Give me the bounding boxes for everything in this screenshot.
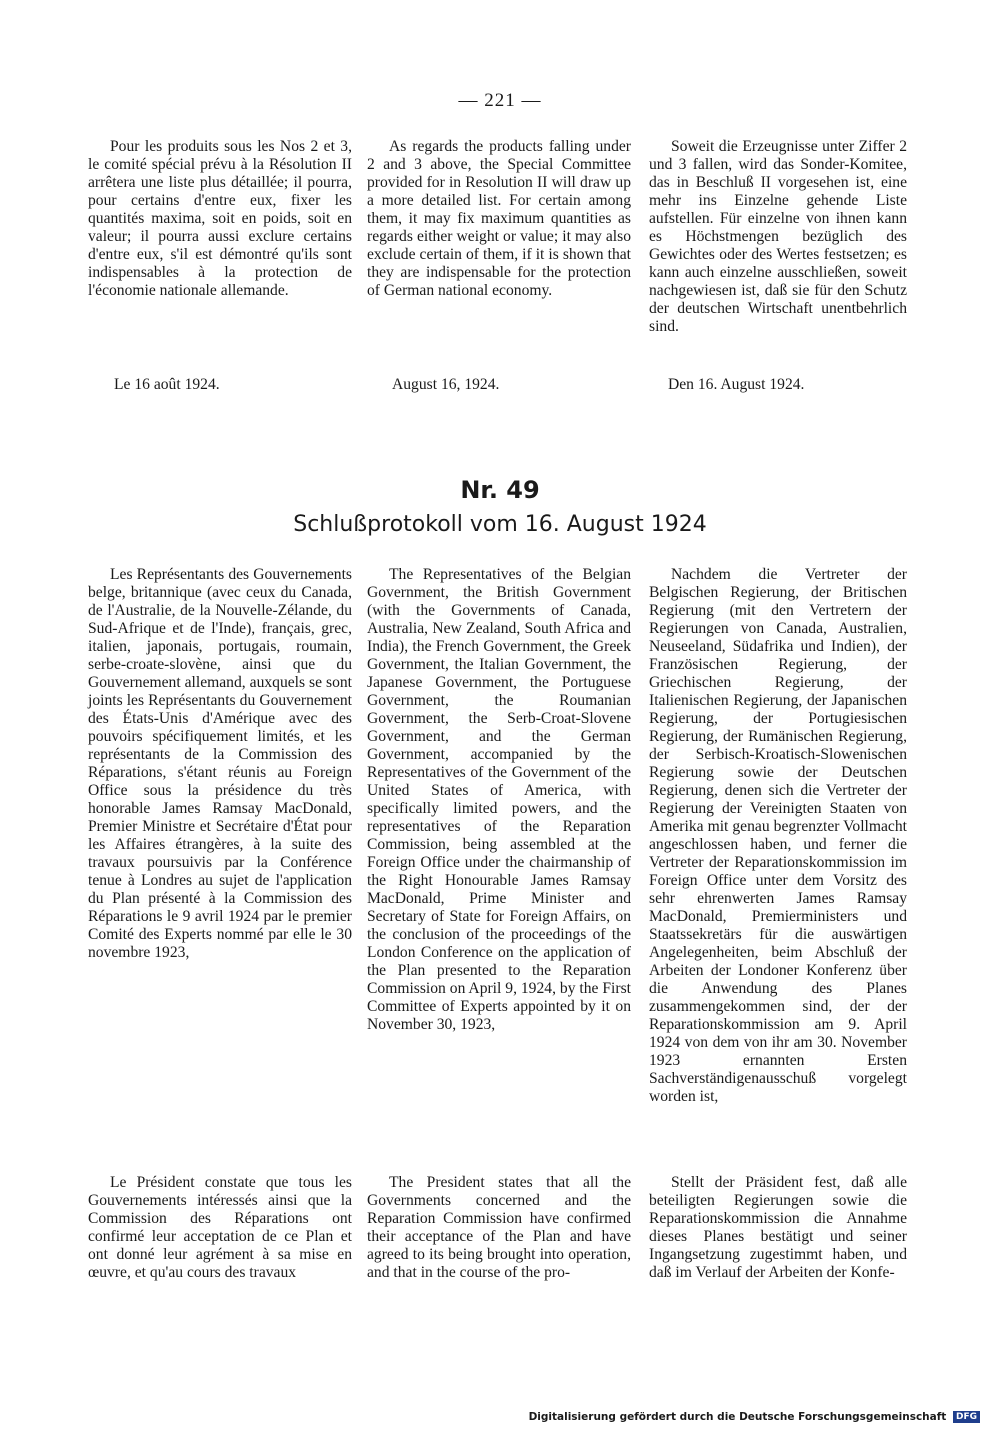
footer-text: Digitalisierung gefördert durch die Deutsche Forschungsgemeinschaft [528, 1411, 947, 1423]
top-text-german: Soweit die Erzeugnisse unter Ziffer 2 und 3 fallen, wird das Sonder-Komitee, das in Beschluß II vorgesehen ist, eine mehr ins Einzelne gehende Liste aufstellen. Für einzelne von ihnen kann es Höchstmengen bezüglich des Gewichtes oder des Wertes festsetzen; es kann auch einzelne ausschließen, soweit nachgewiesen ist, daß sie für den Schutz der deutschen Wirtschaft unentbehrlich sind. [649, 138, 907, 335]
para1-english: The Representatives of the Belgian Government, the British Government (with the Governments of Canada, Australia, New Zealand, South Africa and India), the French Government, the Greek Government, the Italian Government, the Japanese Government, the Portuguese Government, the Roumanian Government, the Serb-Croat-Slovene Government, and the German Government, accompanied by the Representatives of the Government of the United States of America, with specifically limited powers, and the representatives of the Reparation Commission, being assembled at the Foreign Office under the chairmanship of the Right Honourable James Ramsay MacDonald, Prime Minister and Secretary of State for Foreign Affairs, on the conclusion of the proceedings of the London Conference on the application of the Plan presented to the Reparation Commission on April 9, 1924, by the First Committee of Experts appointed by it on November 30, 1923, [367, 566, 631, 1033]
page-number: — 221 — [458, 90, 542, 111]
document-number: Nr. 49 [460, 476, 540, 504]
dfg-logo: DFG [953, 1411, 980, 1423]
document-title: Schlußprotokoll vom 16. August 1924 [293, 512, 707, 537]
date-german: Den 16. August 1924. [668, 376, 805, 393]
para2-french: Le Président constate que tous les Gouvernements intéressés ainsi que la Commission des Réparations ont confirmé leur acceptation de ce Plan et ont donné leur agrément à sa mise en œuvre, et qu'au cours des travaux [88, 1174, 352, 1281]
date-french: Le 16 août 1924. [114, 376, 220, 393]
para1-german: Nachdem die Vertreter der Belgischen Regierung, der Britischen Regierung (mit den Vertretern der Regierungen von Canada, Australien, Neuseeland, Südafrika und Indien), der Französischen Regierung, der Griechischen Regierung, der Italienischen Regierung, der Japanischen Regierung, der Portugiesischen Regierung, der Rumänischen Regierung, der Serbisch-Kroatisch-Slowenischen Regierung sowie der Deutschen Regierung, denen sich die Vertreter der Regierung der Vereinigten Staaten von Amerika mit genau begrenzter Vollmacht angeschlossen haben, und ferner die Vertreter der Reparationskommission im Foreign Office unter dem Vorsitz des sehr ehrenwerten James Ramsay MacDonald, Premierministers und Staatssekretärs für die auswärtigen Angelegenheiten, beim Abschluß der Arbeiten der Londoner Konferenz über die Anwendung des Planes zusammengekommen sind, der der Reparationskommission am 9. April 1924 von dem von ihr am 30. November 1923 ernannten Ersten Sachverständigenausschuß vorgelegt worden ist, [649, 566, 907, 1105]
para1-french: Les Représentants des Gouvernements belge, britannique (avec ceux du Canada, de l'Australie, de la Nouvelle-Zélande, du Sud-Afrique et de l'Inde), français, grec, italien, japonais, portugais, roumain, serbe-croate-slovène, ainsi que du Gouvernement allemand, auxquels se sont joints les Représentants du Gouvernement des États-Unis d'Amérique avec des pouvoirs spécifiquement limités, et les représentants de la Commission des Réparations, s'étant réunis au Foreign Office sous la présidence du très honorable James Ramsay MacDonald, Premier Ministre et Secrétaire d'État pour les Affaires étrangères, à la suite des travaux poursuivis par la Conférence tenue à Londres au sujet de l'application du Plan présenté à la Commission des Réparations le 9 avril 1924 par le premier Comité des Experts nommé par elle le 30 novembre 1923, [88, 566, 352, 961]
footer-credit [529, 1411, 980, 1423]
top-text-english: As regards the products falling under 2 and 3 above, the Special Committee provided for in Resolution II will draw up a more detailed list. For certain among them, it may fix maximum quantities as regards either weight or value; it may also exclude certain of them, if it is shown that they are indispensable for the protection of German national economy. [367, 138, 631, 299]
para2-german: Stellt der Präsident fest, daß alle beteiligten Regierungen sowie die Reparationskommission die Annahme dieses Planes bestätigt und seiner Ingangsetzung zugestimmt haben, und daß im Verlauf der Arbeiten der Konfe- [649, 1174, 907, 1281]
para2-english: The President states that all the Governments concerned and the Reparation Commission have confirmed their acceptance of the Plan and have agreed to its being brought into operation, and that in the course of the pro- [367, 1174, 631, 1281]
date-english: August 16, 1924. [392, 376, 500, 393]
top-text-french: Pour les produits sous les Nos 2 et 3, le comité spécial prévu à la Résolution II arrêtera une liste plus détaillée; il pourra, pour certains d'entre eux, fixer les quantités maxima, soit en poids, soit en valeur; il pourra aussi exclure certains d'entre eux, s'il est démontré qu'ils sont indispensables à la protection de l'économie nationale allemande. [88, 138, 352, 299]
